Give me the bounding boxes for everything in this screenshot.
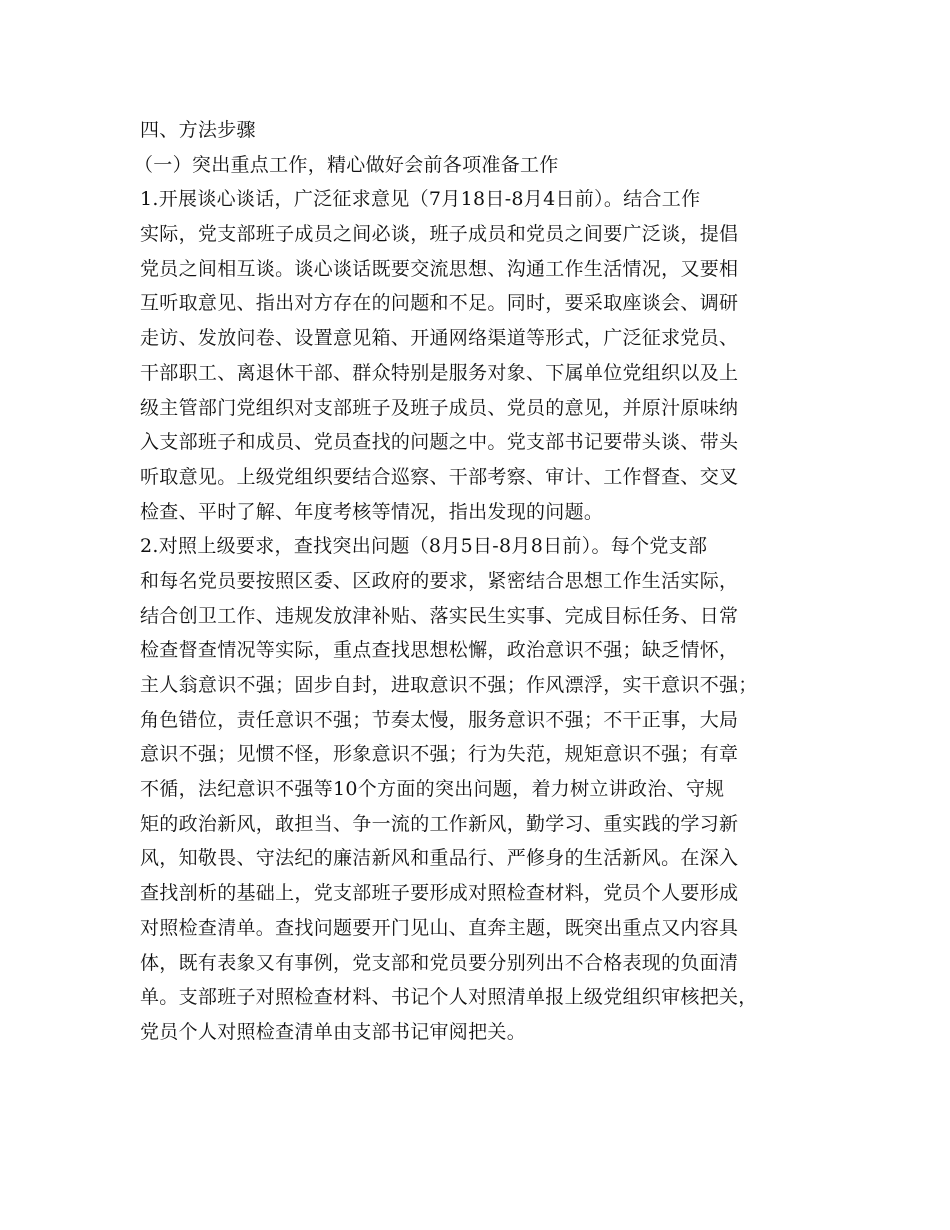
subsection-heading: （一）突出重点工作，精心做好会前各项准备工作 [134, 153, 559, 176]
paragraph-line: 入支部班子和成员、党员查找的问题之中。党支部书记要带头谈、带头 [140, 431, 739, 454]
paragraph-line: 1.开展谈心谈话，广泛征求意见（7月18日-8月4日前）。结合工作 [140, 188, 701, 211]
paragraph-line: 体，既有表象又有事例，党支部和党员要分别列出不合格表现的负面清 [140, 951, 739, 974]
paragraph-line: 走访、发放问卷、设置意见箱、开通网络渠道等形式，广泛征求党员、 [140, 327, 739, 350]
paragraph-line: 意识不强；见惯不怪，形象意识不强；行为失范，规矩意识不强；有章 [140, 743, 739, 766]
paragraph-line: 主人翁意识不强；固步自封，进取意识不强；作风漂浮，实干意识不强； [140, 674, 758, 696]
paragraph-line: 单。支部班子对照检查材料、书记个人对照清单报上级党组织审核把关， [140, 986, 758, 1009]
paragraph-line: 检查督查情况等实际，重点查找思想松懈，政治意识不强；缺乏情怀， [140, 639, 739, 662]
paragraph-line: 党员个人对照检查清单由支部书记审阅把关。 [140, 1020, 527, 1043]
paragraph-line: 角色错位，责任意识不强；节奏太慢，服务意识不强；不干正事，大局 [140, 708, 739, 731]
paragraph-line: 查找剖析的基础上，党支部班子要形成对照检查材料，党员个人要形成 [140, 882, 739, 905]
paragraph-line: 干部职工、离退休干部、群众特别是服务对象、下属单位党组织以及上 [140, 361, 739, 384]
section-heading: 四、方法步骤 [140, 119, 256, 141]
document-body [134, 113, 820, 1050]
paragraph-line: 听取意见。上级党组织要结合巡察、干部考察、审计、工作督查、交叉 [140, 465, 739, 488]
paragraph-line: 互听取意见、指出对方存在的问题和不足。同时，要采取座谈会、调研 [140, 292, 739, 315]
paragraph-line: 实际，党支部班子成员之间必谈，班子成员和党员之间要广泛谈，提倡 [140, 223, 739, 246]
paragraph-line: 不循，法纪意识不强等10个方面的突出问题，着力树立讲政治、守规 [140, 778, 725, 801]
paragraph-line: 和每名党员要按照区委、区政府的要求，紧密结合思想工作生活实际， [140, 569, 739, 592]
paragraph-line: 党员之间相互谈。谈心谈话既要交流思想、沟通工作生活情况，又要相 [140, 257, 739, 280]
paragraph-line: 级主管部门党组织对支部班子及班子成员、党员的意见，并原汁原味纳 [140, 396, 739, 419]
paragraph-line: 风，知敬畏、守法纪的廉洁新风和重品行、严修身的生活新风。在深入 [140, 847, 739, 870]
paragraph-line: 结合创卫工作、违规发放津补贴、落实民生实事、完成目标任务、日常 [140, 604, 739, 627]
paragraph-line: 检查、平时了解、年度考核等情况，指出发现的问题。 [140, 500, 604, 523]
paragraph-line: 矩的政治新风，敢担当、争一流的工作新风，勤学习、重实践的学习新 [140, 812, 739, 835]
paragraph-line: 对照检查清单。查找问题要开门见山、直奔主题，既突出重点又内容具 [140, 916, 739, 939]
paragraph-line: 2.对照上级要求，查找突出问题（8月5日-8月8日前）。每个党支部 [140, 535, 708, 558]
